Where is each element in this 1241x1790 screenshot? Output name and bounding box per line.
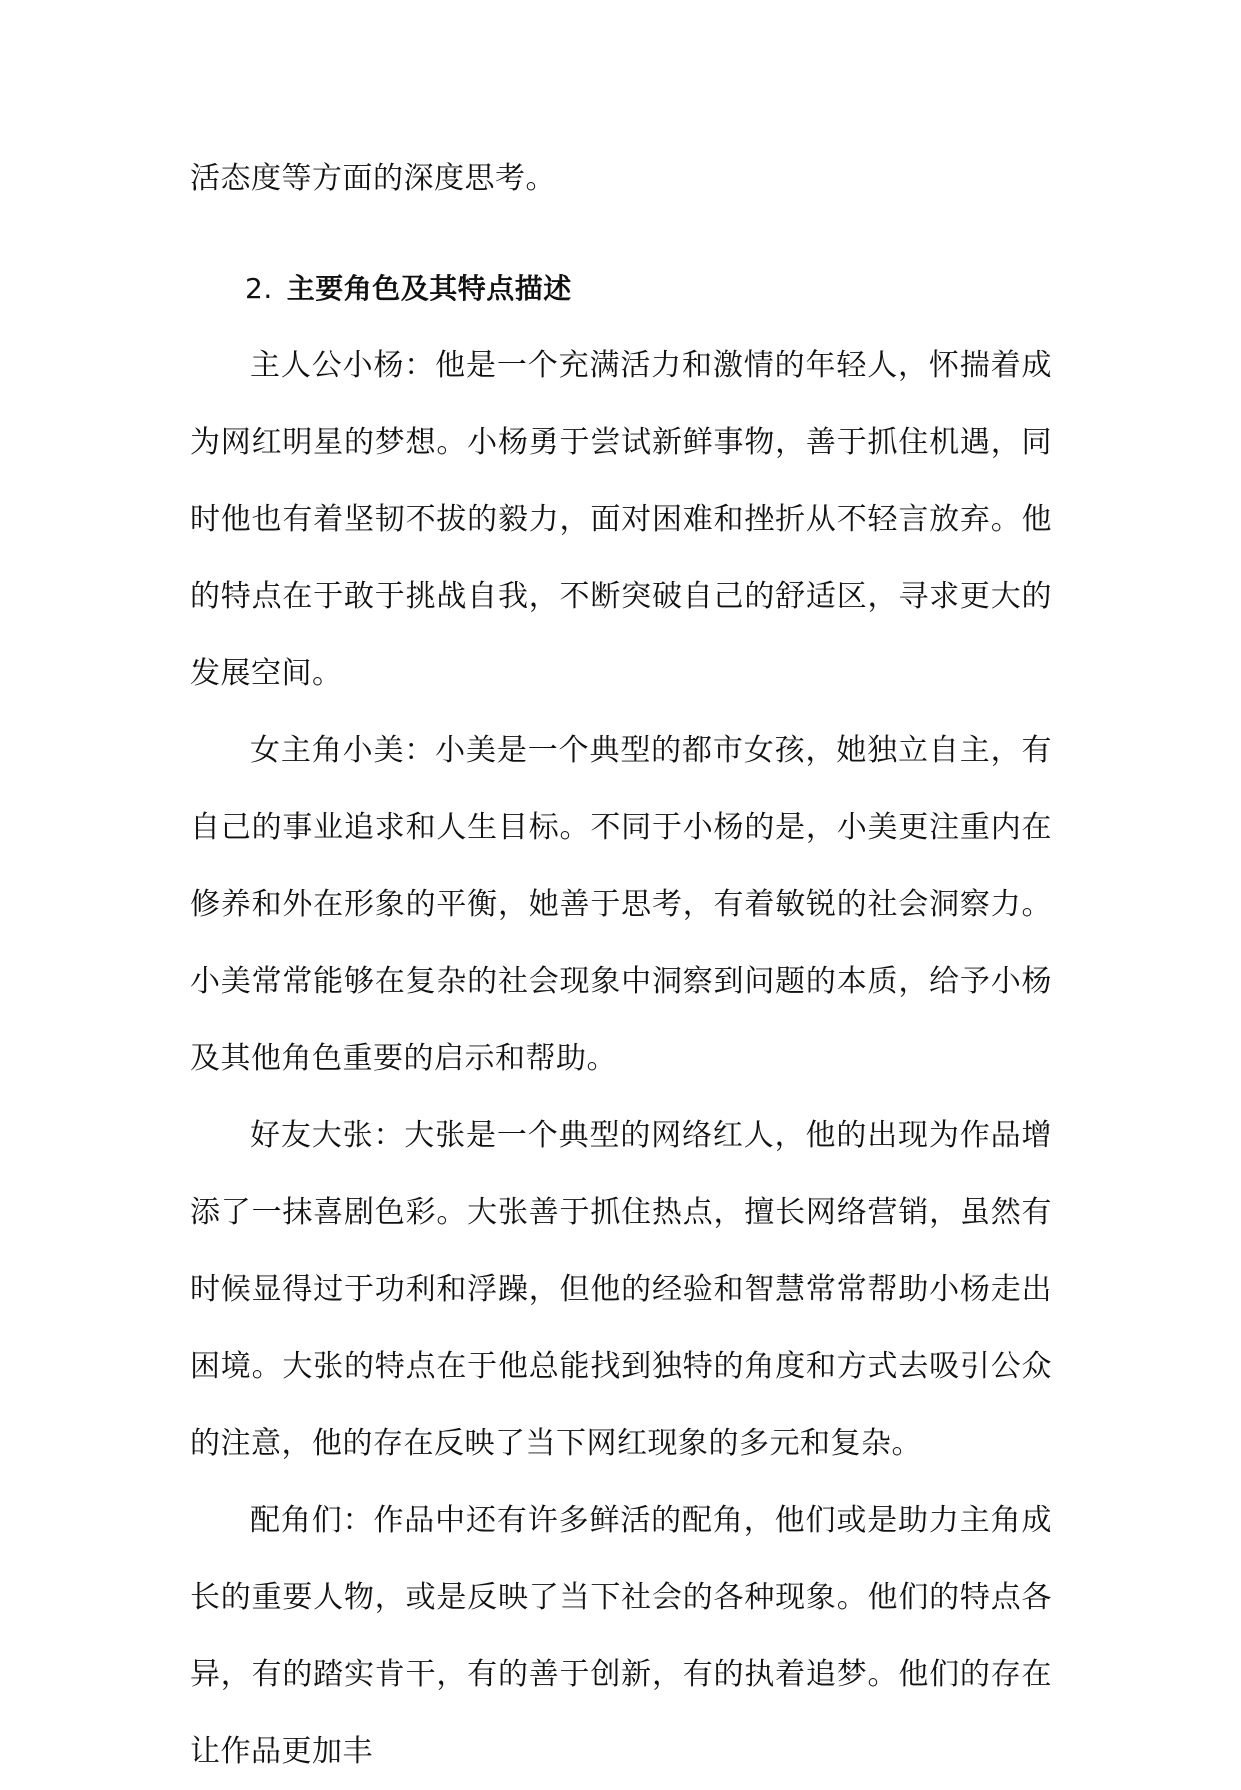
paragraph-protagonist: 主人公小杨：他是一个充满活力和激情的年轻人，怀揣着成为网红明星的梦想。小杨勇于尝试新鲜事物，善于抓住机遇，同时他也有着坚韧不拔的毅力，面对困难和挫折从不轻言放弃。他的特点在于敢于挑战自我，不断突破自己的舒适区，寻求更大的发展空间。 [190, 348, 1052, 691]
section-heading [190, 250, 1052, 327]
paragraph-supporting-roles: 配角们：作品中还有许多鲜活的配角，他们或是助力主角成长的重要人物，或是反映了当下社会的各种现象。他们的特点各异，有的踏实肯干，有的善于创新，有的执着追梦。他们的存在让作品更加丰 [190, 1503, 1052, 1769]
continued-paragraph: 活态度等方面的深度思考。 [190, 161, 556, 196]
document-body [190, 140, 1052, 1790]
paragraph-heroine: 女主角小美：小美是一个典型的都市女孩，她独立自主，有自己的事业追求和人生目标。不同于小杨的是，小美更注重内在修养和外在形象的平衡，她善于思考，有着敏锐的社会洞察力。小美常常能够在复杂的社会现象中洞察到问题的本质，给予小杨及其他角色重要的启示和帮助。 [190, 733, 1052, 1076]
section-number: 2. [245, 272, 273, 305]
paragraph-friend: 好友大张：大张是一个典型的网络红人，他的出现为作品增添了一抹喜剧色彩。大张善于抓住热点，擅长网络营销，虽然有时候显得过于功利和浮躁，但他的经验和智慧常常帮助小杨走出困境。大张的特点在于他总能找到独特的角度和方式去吸引公众的注意，他的存在反映了当下网红现象的多元和复杂。 [190, 1118, 1052, 1461]
section-title: 主要角色及其特点描述 [286, 272, 572, 305]
